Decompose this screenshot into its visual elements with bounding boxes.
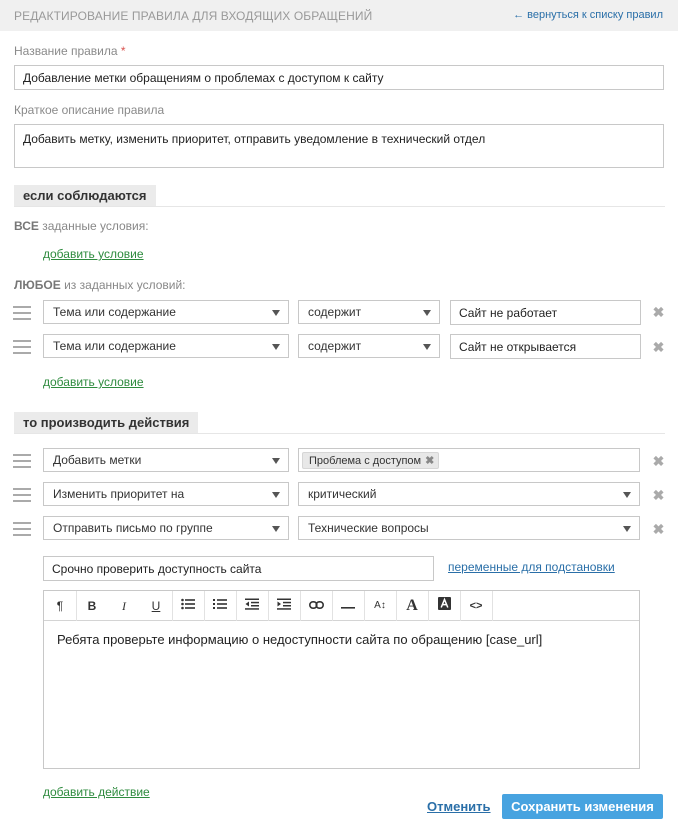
add-any-condition-link[interactable]: добавить условие (43, 375, 144, 389)
rule-description-input[interactable] (14, 124, 664, 168)
back-to-rules-link[interactable]: ← вернуться к списку правил (513, 9, 663, 21)
tags-input[interactable] (298, 448, 640, 472)
dropdown-arrow-icon (272, 344, 280, 350)
dropdown-arrow-icon (423, 310, 431, 316)
dropdown-arrow-icon (272, 458, 280, 464)
save-changes-button[interactable]: Сохранить изменения (502, 794, 663, 819)
bold-icon[interactable]: B (87, 599, 97, 613)
horizontal-rule-icon[interactable] (334, 594, 362, 618)
page-title: РЕДАКТИРОВАНИЕ ПРАВИЛА ДЛЯ ВХОДЯЩИХ ОБРАЩЕНИЙ (14, 9, 373, 23)
conditions-section-header (14, 185, 665, 207)
substitution-variables-link[interactable]: переменные для подстановки (448, 560, 615, 574)
bullet-list-icon[interactable] (174, 594, 202, 618)
cancel-link[interactable]: Отменить (427, 799, 491, 814)
outdent-icon[interactable] (238, 594, 266, 618)
condition-value-input[interactable] (450, 334, 641, 359)
link-icon[interactable] (302, 594, 330, 618)
dropdown-arrow-icon (272, 310, 280, 316)
group-select[interactable]: Технические вопросы (298, 516, 640, 540)
remove-action-icon[interactable]: ✖ (652, 487, 665, 503)
italic-icon[interactable]: I (122, 599, 126, 613)
drag-handle-icon[interactable] (13, 340, 31, 354)
dropdown-arrow-icon (623, 526, 631, 532)
all-conditions-label: ВСЕ заданные условия: (14, 219, 149, 233)
priority-select[interactable]: критический (298, 482, 640, 506)
underline-icon[interactable]: U (151, 599, 161, 613)
editor-toolbar (44, 591, 639, 621)
email-body-editor[interactable] (43, 590, 640, 769)
dropdown-arrow-icon (423, 344, 431, 350)
dropdown-arrow-icon (272, 492, 280, 498)
rule-description-label: Краткое описание правила (14, 103, 165, 117)
remove-condition-icon[interactable]: ✖ (652, 339, 665, 355)
remove-condition-icon[interactable]: ✖ (652, 304, 665, 320)
paragraph-icon[interactable]: ¶ (56, 599, 64, 613)
drag-handle-icon[interactable] (13, 454, 31, 468)
editor-content[interactable]: Ребята проверьте информацию о недоступности сайта по обращению [case_url] (57, 632, 543, 647)
dropdown-arrow-icon (272, 526, 280, 532)
text-size-icon[interactable]: A↕ (374, 600, 386, 611)
indent-icon[interactable] (270, 594, 298, 618)
text-color-icon[interactable] (430, 594, 458, 618)
actions-section-title: то производить действия (14, 412, 198, 433)
remove-tag-icon[interactable]: ✖ (425, 455, 435, 467)
condition-value-input[interactable] (450, 300, 641, 325)
action-type-select[interactable]: Изменить приоритет на (43, 482, 289, 506)
action-type-select[interactable]: Отправить письмо по группе (43, 516, 289, 540)
rule-name-label: Название правила * (14, 44, 126, 58)
rule-name-input[interactable] (14, 65, 664, 90)
drag-handle-icon[interactable] (13, 488, 31, 502)
condition-operator-select[interactable]: содержит (298, 300, 440, 324)
tag-chip: Проблема с доступом ✖ (302, 452, 439, 469)
code-view-icon[interactable]: <> (469, 600, 483, 612)
font-icon[interactable]: A (406, 597, 418, 614)
condition-operator-select[interactable]: содержит (298, 334, 440, 358)
condition-field-select[interactable]: Тема или содержание (43, 300, 289, 324)
remove-action-icon[interactable]: ✖ (652, 521, 665, 537)
numbered-list-icon[interactable] (206, 594, 234, 618)
remove-action-icon[interactable]: ✖ (652, 453, 665, 469)
required-marker: * (120, 44, 126, 58)
drag-handle-icon[interactable] (13, 306, 31, 320)
dropdown-arrow-icon (623, 492, 631, 498)
any-conditions-label: ЛЮБОЕ из заданных условий: (14, 278, 186, 292)
email-subject-input[interactable] (43, 556, 434, 581)
action-type-select[interactable]: Добавить метки (43, 448, 289, 472)
add-all-condition-link[interactable]: добавить условие (43, 247, 144, 261)
condition-field-select[interactable]: Тема или содержание (43, 334, 289, 358)
actions-section-header (14, 412, 665, 434)
drag-handle-icon[interactable] (13, 522, 31, 536)
page-header (0, 0, 678, 31)
conditions-section-title: если соблюдаются (14, 185, 156, 206)
add-action-link[interactable]: добавить действие (43, 785, 150, 799)
